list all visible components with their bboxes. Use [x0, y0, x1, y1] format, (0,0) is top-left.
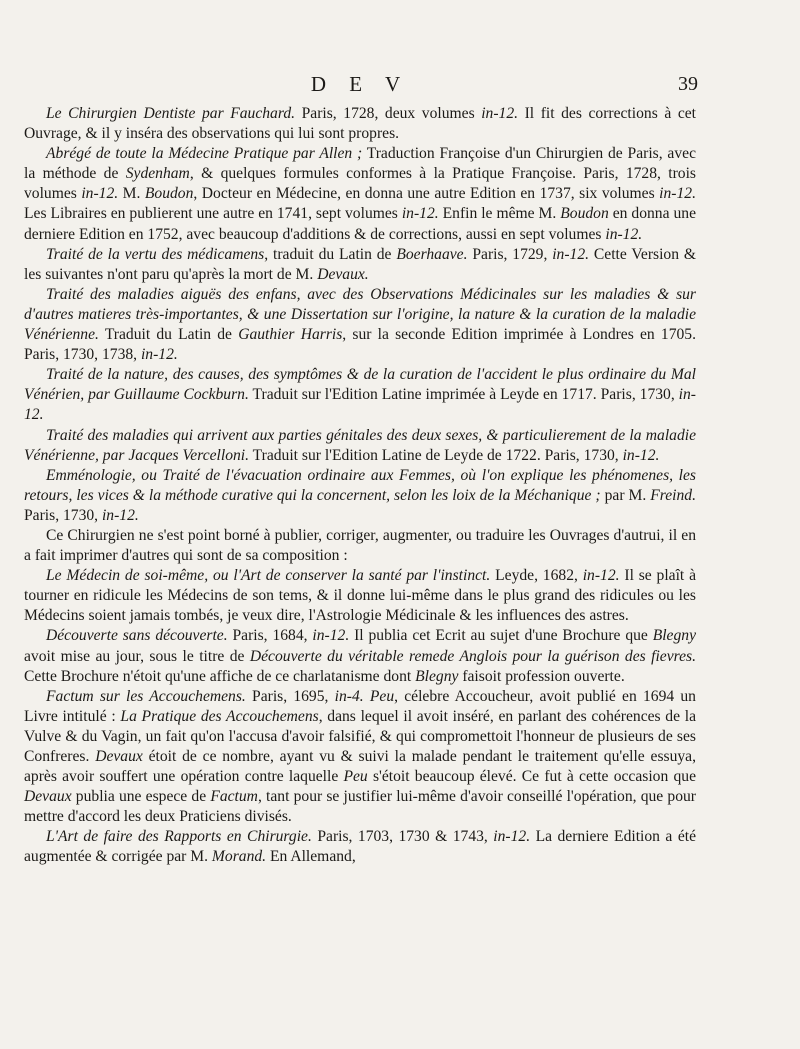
italic-text: Traité des maladies aiguës des enfans, avec des Observations Médicinales sur les maladies & sur d'autres matieres très-importantes, & une Dissertation sur l'origine, la nature & la curation de la maladie Vénérienne. [24, 285, 696, 344]
bibliography-entry [24, 626, 696, 686]
italic-text: Boudon [144, 185, 194, 203]
text-run: Cette Brochure n'étoit qu'une affiche de ce charlatanisme dont [24, 667, 416, 685]
bibliography-entry [24, 365, 696, 425]
italic-text: in-12. [401, 205, 439, 223]
text-run: La derniere Edition a été augmentée & corrigée par M. [24, 828, 696, 866]
page-header [24, 70, 696, 104]
italic-text: in-12. [493, 828, 531, 846]
italic-text: Découverte sans découverte. [46, 627, 228, 645]
text-run: En Allemand, [266, 848, 356, 866]
bibliography-entry [24, 144, 696, 244]
page-number: 39 [678, 73, 698, 95]
italic-text: Boudon [560, 205, 609, 223]
italic-text: in-12. [659, 185, 696, 203]
bibliography-entry [24, 245, 696, 285]
text-run: Il fit des corrections à cet Ouvrage, & il y inséra des observations qui lui sont propres. [24, 105, 696, 143]
text-run: , Docteur en Médecine, en donna une autre Edition en 1737, six volumes [193, 185, 660, 203]
text-run: , sur la seconde Edition imprimée à Londres en 1705. Paris, 1730, 1738, [24, 326, 696, 364]
italic-text: in-12. [140, 346, 178, 364]
italic-text: in-12. [552, 245, 590, 263]
text-run: , dans lequel il avoit inséré, en parlant des cohérences de la Vulve & du Vagin, un fait qu'on l'accusa d'avoir falsifié, & qui compromettoit l'honneur de plusieurs de ses Confreres. [24, 707, 696, 765]
bibliography-entry [24, 466, 696, 526]
italic-text: Morand. [211, 848, 267, 866]
text-run: Paris, 1703, 1730 & 1743, [311, 828, 494, 846]
italic-text: Factum sur les Accouchemens. [46, 687, 246, 705]
italic-text: Blegny [652, 627, 696, 645]
text-run: Paris, 1730, [24, 506, 102, 524]
running-head: D E V [310, 72, 410, 96]
italic-text: Gauthier Harris [238, 326, 343, 344]
italic-text: Sydenham [125, 165, 190, 183]
italic-text: Découverte du véritable remede Anglois pour la guérison des fievres. [249, 647, 696, 665]
italic-text: Peu [369, 687, 395, 705]
text-run: Paris, 1729, [467, 245, 553, 263]
italic-text: Devaux. [317, 265, 369, 283]
text-run: Il se plaît à tourner en ridicule les Médecins de son tems, & il donne lui-même dans le plus grand des ridicules ou les Médecins soient jamais tombés, je veux dire, l'Astrologie Médicinale & les influences des astres. [24, 567, 696, 625]
text-run: s'étoit beaucoup élevé. Ce fut à cette occasion que [367, 768, 696, 786]
text-run: M. [118, 185, 145, 203]
text-run: , & quelques formules conformes à la Pratique Françoise. Paris, 1728, trois volumes [24, 165, 696, 203]
italic-text: in-12. [481, 105, 519, 122]
italic-text: Devaux [95, 748, 143, 765]
text-run: publia une espece de [71, 788, 211, 806]
text-run: Traduit sur l'Edition Latine imprimée à Leyde en 1717. Paris, 1730, [248, 386, 679, 404]
text-run: , tant pour se justifier lui-même d'avoir conseillé l'opération, que pour mettre d'accord les deux Praticiens divisés. [24, 788, 696, 826]
italic-text: in-4. [334, 687, 364, 705]
text-run: Ce Chirurgien ne s'est point borné à publier, corriger, augmenter, ou traduire les Ouvrages d'autrui, il en a fait imprimer d'autres qui sont de sa composition : [24, 526, 696, 565]
text-run: , célebre Accoucheur, avoit publié en 1694 un Livre intitulé : [24, 687, 696, 725]
italic-text: in-12. [81, 185, 119, 203]
italic-text: Peu [343, 768, 368, 786]
italic-text: in-12. [605, 225, 643, 243]
italic-text: Factum [210, 788, 258, 806]
italic-text: Boerhaave. [396, 245, 468, 263]
italic-text: L'Art de faire des Rapports en Chirurgie. [46, 828, 312, 846]
text-run: par M. [600, 486, 651, 504]
text-run: Leyde, 1682, [490, 567, 583, 585]
italic-text: Le Chirurgien Dentiste par Fauchard. [46, 105, 296, 122]
text-run: Paris, 1684, [227, 627, 313, 645]
text-run: , traduit du Latin de [264, 245, 397, 263]
italic-text: in-12. [622, 446, 660, 464]
italic-text: in-12. [101, 506, 139, 524]
italic-text: La Pratique des Accouchemens [120, 707, 319, 725]
italic-text: in-12. [312, 627, 350, 645]
text-run: Les Libraires en publierent une autre en 1741, sept volumes [24, 205, 402, 223]
italic-text: in-12. [582, 567, 620, 585]
book-page [24, 70, 696, 868]
italic-text: Devaux [24, 788, 72, 806]
italic-text: Abrégé de toute la Médecine Pratique par Allen ; [46, 145, 363, 163]
text-run: Il publia cet Ecrit au sujet d'une Brochure que [349, 627, 653, 645]
italic-text: Traité de la vertu des médicamens [46, 245, 265, 263]
text-run: en donna une derniere Edition en 1752, avec beaucoup d'additions & de corrections, aussi en sept volumes [24, 205, 696, 243]
text-run: Paris, 1728, deux volumes [295, 105, 482, 122]
text-run: Enfin le même M. [438, 205, 561, 223]
italic-text: Traité de la nature, des causes, des symptômes & de la curation de l'accident le plus ordinaire du Mal Vénérien, par Guillaume Cockburn. [24, 366, 696, 404]
bibliography-entry [24, 426, 696, 466]
italic-text: Emménologie, ou Traité de l'évacuation ordinaire aux Femmes, où l'on explique les phénomenes, les retours, les vices & la méthode curative qui la concernent, selon les loix de la Méchanique ; [24, 466, 696, 504]
text-run: faisoit profession ouverte. [458, 667, 625, 685]
italic-text: Blegny [415, 667, 459, 685]
text-run: Traduction Françoise d'un Chirurgien de Paris, avec la méthode de [24, 145, 696, 183]
bibliography-entry [24, 687, 696, 828]
italic-text: in-12. [24, 386, 696, 424]
text-run: avoit mise au jour, sous le titre de [24, 647, 250, 665]
text-run: Cette Version & les suivantes n'ont paru qu'après la mort de M. [24, 245, 696, 283]
italic-text: Freind. [650, 486, 696, 504]
page-body [24, 104, 696, 868]
bibliography-entry [24, 566, 696, 626]
italic-text: Le Médecin de soi-même, ou l'Art de conserver la santé par l'instinct. [46, 567, 491, 585]
text-run: étoit de ce nombre, ayant vu & suivi la malade pendant le traitement qu'elle essuya, après avoir souffert une opération contre laquelle [24, 748, 696, 786]
bibliography-entry [24, 104, 696, 144]
bibliography-entry [24, 526, 696, 566]
bibliography-entry [24, 285, 696, 365]
text-run: Traduit du Latin de [98, 326, 239, 344]
text-run: Traduit sur l'Edition Latine de Leyde de 1722. Paris, 1730, [249, 446, 623, 464]
bibliography-entry [24, 827, 696, 867]
text-run: Paris, 1695, [245, 687, 335, 705]
italic-text: Traité des maladies qui arrivent aux parties génitales des deux sexes, & particulierement de la maladie Vénérienne, par Jacques Vercelloni. [24, 426, 696, 464]
